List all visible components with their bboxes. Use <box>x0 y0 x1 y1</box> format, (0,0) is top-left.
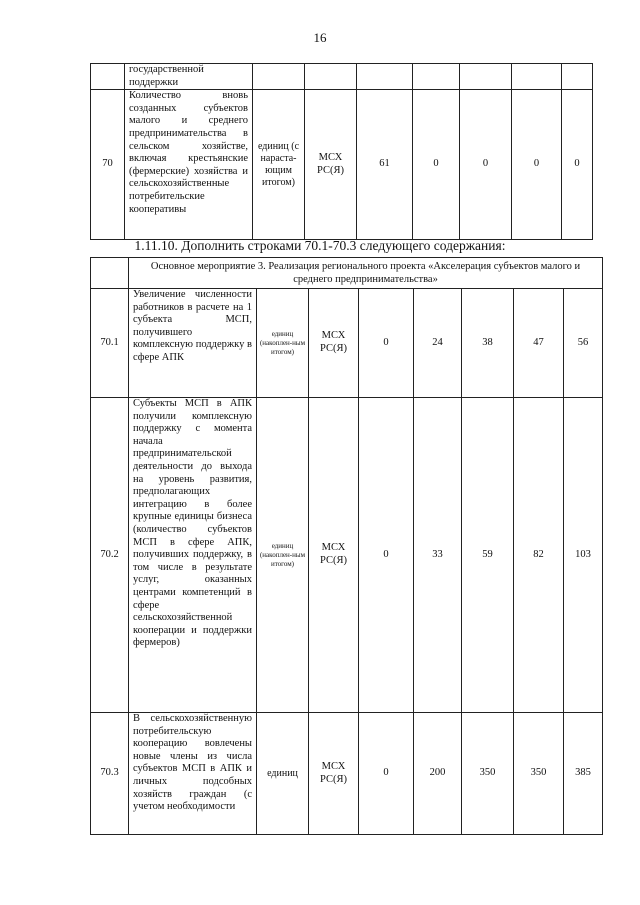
row-unit: единиц <box>257 713 309 835</box>
row-unit: единиц (накоплен-ным итогом) <box>257 398 309 713</box>
row-indicator: Увеличение численности работников в расчете на 1 субъекта МСП, получившего комплексную поддержку в сфере АПК <box>129 289 257 398</box>
table-row-70 <box>91 90 593 240</box>
page-number: 16 <box>313 30 327 45</box>
row-executor: МСХ РС(Я) <box>309 398 359 713</box>
row-number: 70.2 <box>91 398 129 713</box>
row-indicator: В сельскохозяйственную потребительскую кооперацию вовлечены новые члены из числа субъектов МСП в АПК и личных подсобных хозяйств граждан (с учетом необходимости <box>129 713 257 835</box>
instruction-text: 1.11.10. Дополнить строками 70.1-70.3 следующего содержания: <box>134 238 506 253</box>
row-value: 38 <box>462 289 514 398</box>
cell-num <box>91 64 125 90</box>
row-value: 385 <box>564 713 603 835</box>
table-row-continuation <box>91 64 593 90</box>
row-number: 70.3 <box>91 713 129 835</box>
row-unit: единиц (с нараста-ющим итогом) <box>253 90 305 240</box>
row-number: 70.1 <box>91 289 129 398</box>
row-value: 0 <box>359 289 414 398</box>
indicators-table-new <box>90 257 603 835</box>
row-indicator: Субъекты МСП в АПК получили комплексную поддержку с момента начала предпринимательской деятельности до выхода на уровень развития, предполагающих интеграцию в более крупные единицы бизнеса (количество субъектов МСП в сфере АПК, получивших поддержку, в том числе в результате услуг, оказанных центрами компетенций в сфере сельскохозяйственной кооперации и поддержки фермеров) <box>129 398 257 713</box>
row-value: 61 <box>357 90 413 240</box>
row-indicator: Количество вновь созданных субъектов малого и среднего предпринимательства в сельском хозяйстве, включая крестьянские (фермерские) хозяйства и сельскохозяйственные потребительские кооперативы <box>125 90 253 240</box>
table-header-row <box>91 258 603 289</box>
row-value: 56 <box>564 289 603 398</box>
row-value: 82 <box>514 398 564 713</box>
row-value: 0 <box>562 90 593 240</box>
row-value: 350 <box>462 713 514 835</box>
indicators-table-top <box>90 63 593 240</box>
table-row-70-2 <box>91 398 603 713</box>
row-executor: МСХ РС(Я) <box>309 289 359 398</box>
cell-indicator: государственной поддержки <box>125 64 253 90</box>
row-value: 0 <box>413 90 460 240</box>
table-row-70-1 <box>91 289 603 398</box>
row-value: 24 <box>414 289 462 398</box>
row-value: 33 <box>414 398 462 713</box>
row-value: 200 <box>414 713 462 835</box>
section-header: Основное мероприятие 3. Реализация регионального проекта «Акселерация субъектов малого и среднего предпринимательства» <box>129 258 603 289</box>
row-value: 103 <box>564 398 603 713</box>
row-value: 0 <box>512 90 562 240</box>
row-value: 0 <box>359 398 414 713</box>
row-executor: МСХ РС(Я) <box>309 713 359 835</box>
table-row-70-3 <box>91 713 603 835</box>
row-value: 0 <box>359 713 414 835</box>
row-unit: единиц (накоплен-ным итогом) <box>257 289 309 398</box>
row-executor: МСХ РС(Я) <box>305 90 357 240</box>
row-number: 70 <box>91 90 125 240</box>
row-value: 0 <box>460 90 512 240</box>
row-value: 59 <box>462 398 514 713</box>
row-value: 47 <box>514 289 564 398</box>
row-value: 350 <box>514 713 564 835</box>
